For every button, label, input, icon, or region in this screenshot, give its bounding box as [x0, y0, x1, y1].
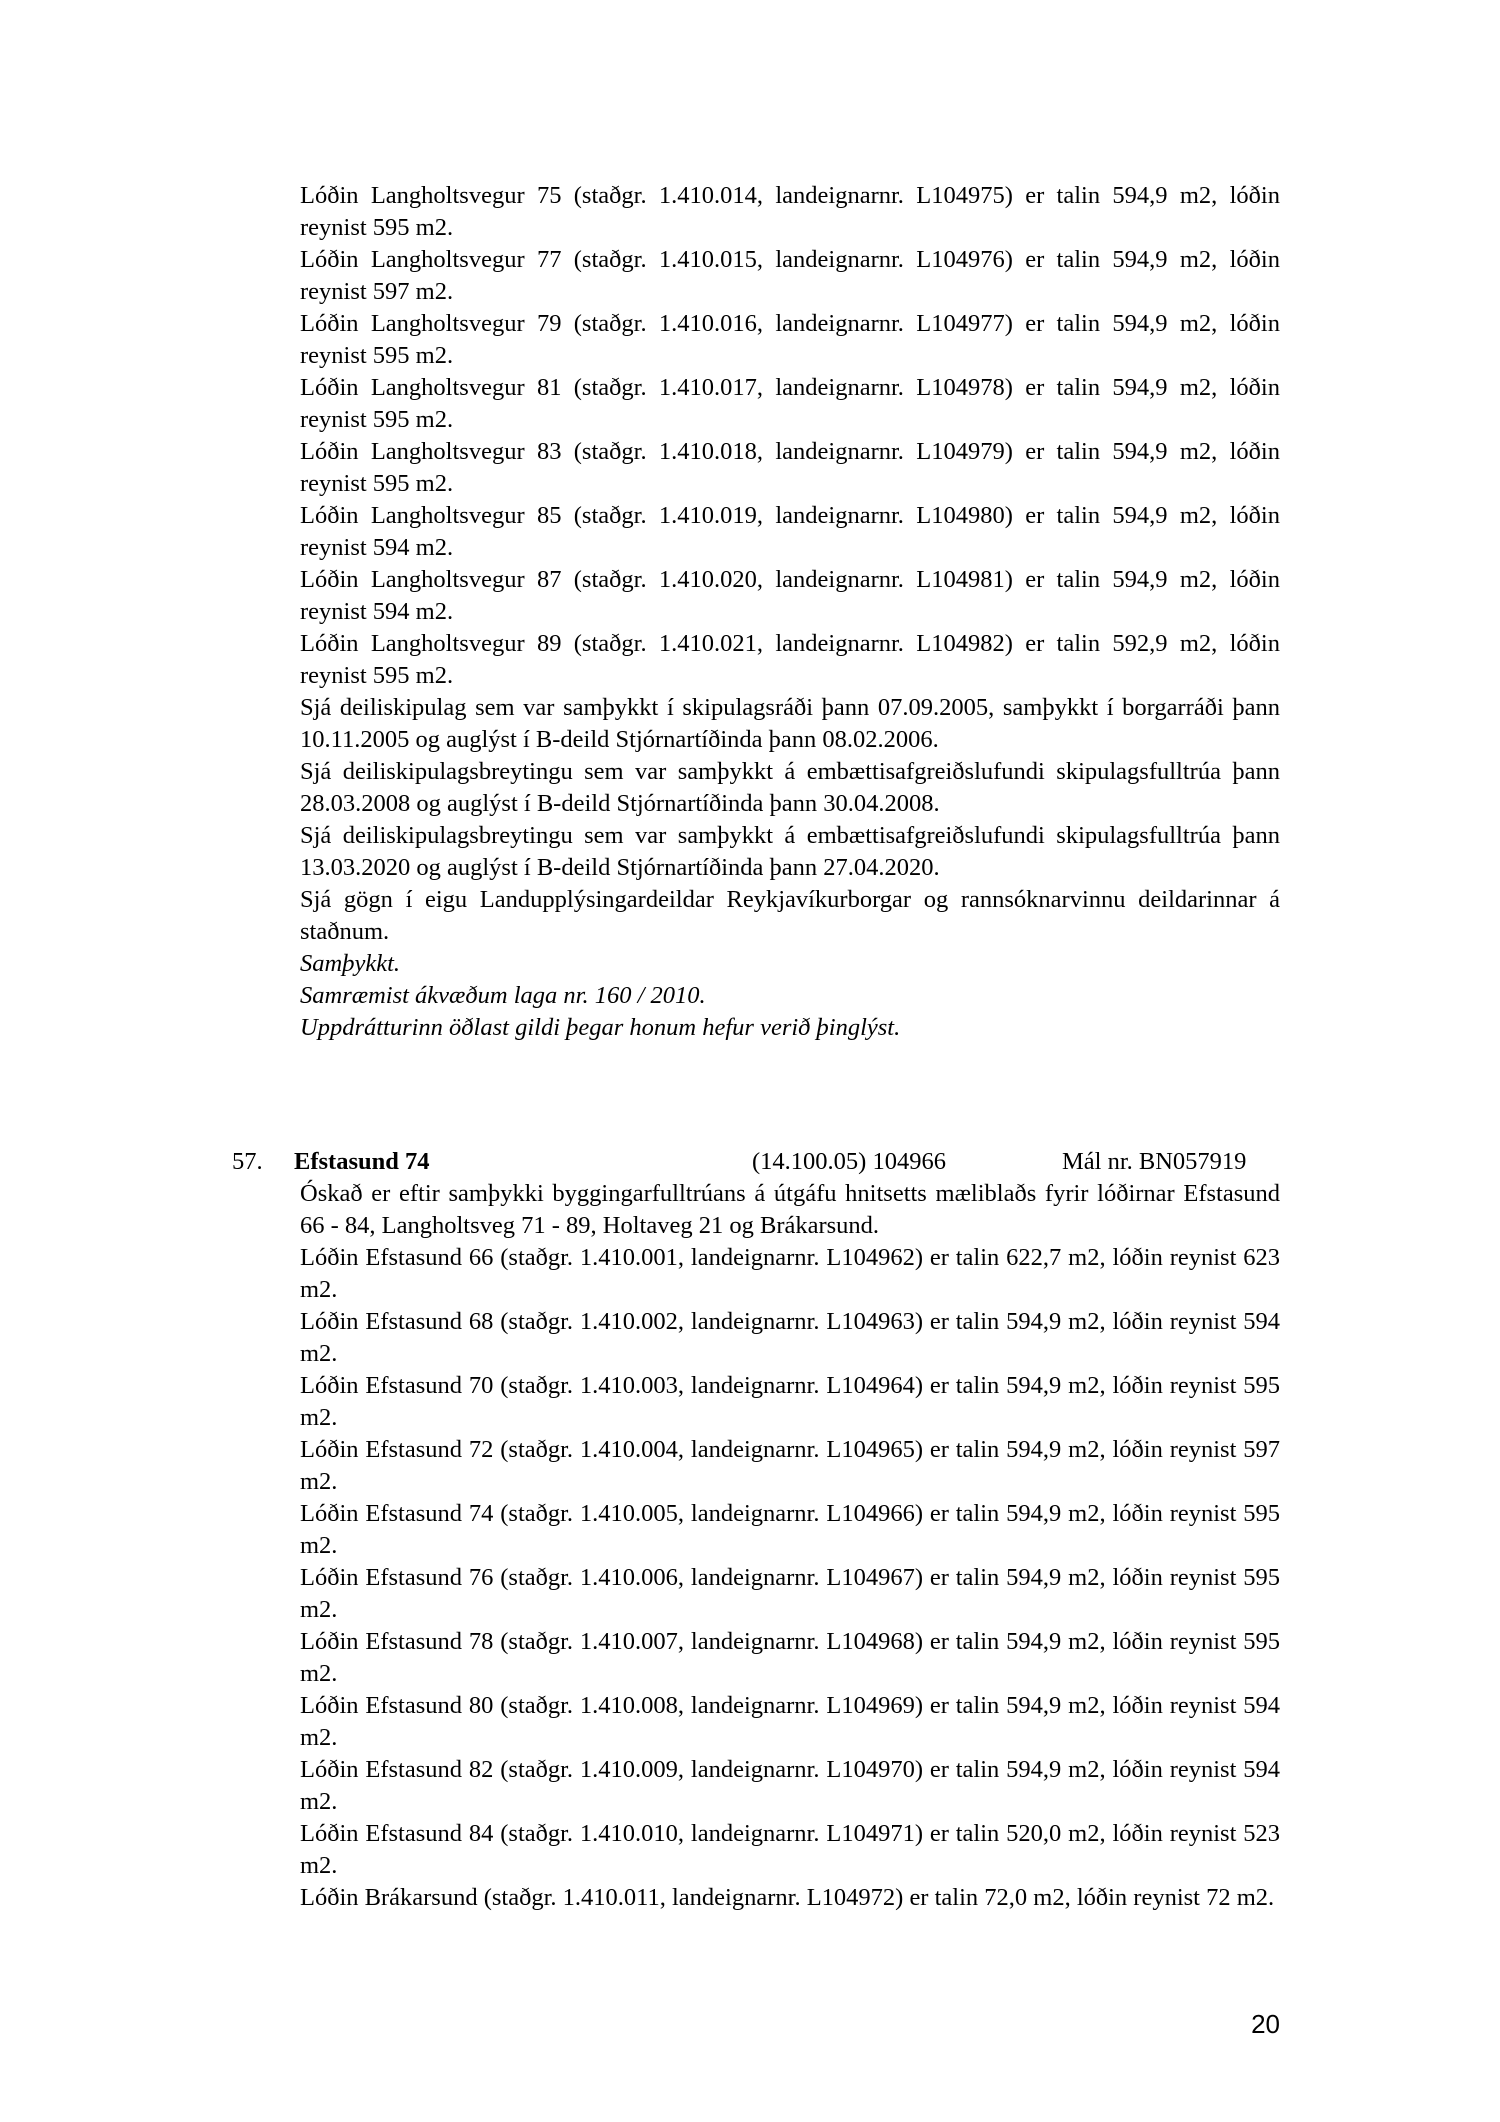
- item-reference: (14.100.05) 104966: [752, 1148, 946, 1175]
- decision-line: Samræmist ákvæðum laga nr. 160 / 2010.: [300, 982, 706, 1009]
- paragraph: Lóðin Brákarsund (staðgr. 1.410.011, landeignarnr. L104972) er talin 72,0 m2, lóðin reynist 72 m2.: [300, 1884, 1275, 1911]
- paragraph: Sjá gögn í eigu Landupplýsingardeildar Reykjavíkurborgar og rannsóknarvinnu deildarinnar á staðnum.: [300, 886, 1280, 945]
- lot-list-langholtsvegur: [300, 180, 1280, 1044]
- paragraph: Sjá deiliskipulag sem var samþykkt í skipulagsráði þann 07.09.2005, samþykkt í borgarráði þann 10.11.2005 og auglýst í B-deild Stjórnartíðinda þann 08.02.2006.: [300, 694, 1280, 753]
- paragraph: Lóðin Efstasund 70 (staðgr. 1.410.003, landeignarnr. L104964) er talin 594,9 m2, lóðin reynist 595 m2.: [300, 1372, 1280, 1431]
- paragraph: Lóðin Langholtsvegur 83 (staðgr. 1.410.018, landeignarnr. L104979) er talin 594,9 m2, lóðin reynist 595 m2.: [300, 438, 1280, 497]
- paragraph: Lóðin Langholtsvegur 77 (staðgr. 1.410.015, landeignarnr. L104976) er talin 594,9 m2, lóðin reynist 597 m2.: [300, 246, 1280, 305]
- paragraph: Lóðin Langholtsvegur 89 (staðgr. 1.410.021, landeignarnr. L104982) er talin 592,9 m2, lóðin reynist 595 m2.: [300, 630, 1280, 689]
- paragraph: Lóðin Langholtsvegur 85 (staðgr. 1.410.019, landeignarnr. L104980) er talin 594,9 m2, lóðin reynist 594 m2.: [300, 502, 1280, 561]
- paragraph: Lóðin Efstasund 78 (staðgr. 1.410.007, landeignarnr. L104968) er talin 594,9 m2, lóðin reynist 595 m2.: [300, 1628, 1280, 1687]
- paragraph: Lóðin Langholtsvegur 79 (staðgr. 1.410.016, landeignarnr. L104977) er talin 594,9 m2, lóðin reynist 595 m2.: [300, 310, 1280, 369]
- paragraph: Sjá deiliskipulagsbreytingu sem var samþykkt á embættisafgreiðslufundi skipulagsfulltrúa þann 28.03.2008 og auglýst í B-deild Stjórnartíðinda þann 30.04.2008.: [300, 758, 1280, 817]
- paragraph: Lóðin Efstasund 74 (staðgr. 1.410.005, landeignarnr. L104966) er talin 594,9 m2, lóðin reynist 595 m2.: [300, 1500, 1280, 1559]
- decision-line: Uppdrátturinn öðlast gildi þegar honum hefur verið þinglýst.: [300, 1014, 901, 1041]
- paragraph: Lóðin Efstasund 66 (staðgr. 1.410.001, landeignarnr. L104962) er talin 622,7 m2, lóðin reynist 623 m2.: [300, 1244, 1280, 1303]
- paragraph: Óskað er eftir samþykki byggingarfulltrúans á útgáfu hnitsetts mæliblaðs fyrir lóðirnar Efstasund 66 - 84, Langholtsveg 71 - 89, Holtaveg 21 og Brákarsund.: [300, 1180, 1280, 1239]
- paragraph: Lóðin Efstasund 68 (staðgr. 1.410.002, landeignarnr. L104963) er talin 594,9 m2, lóðin reynist 594 m2.: [300, 1308, 1280, 1367]
- item-number: 57.: [232, 1148, 263, 1175]
- paragraph: Sjá deiliskipulagsbreytingu sem var samþykkt á embættisafgreiðslufundi skipulagsfulltrúa þann 13.03.2020 og auglýst í B-deild Stjórnartíðinda þann 27.04.2020.: [300, 822, 1280, 881]
- page-number: 20: [1251, 2009, 1280, 2039]
- decision-line: Samþykkt.: [300, 950, 400, 977]
- item-title: Efstasund 74: [294, 1148, 430, 1175]
- paragraph: Lóðin Efstasund 76 (staðgr. 1.410.006, landeignarnr. L104967) er talin 594,9 m2, lóðin reynist 595 m2.: [300, 1564, 1280, 1623]
- case-number: Mál nr. BN057919: [1062, 1148, 1247, 1175]
- paragraph: Lóðin Langholtsvegur 81 (staðgr. 1.410.017, landeignarnr. L104978) er talin 594,9 m2, lóðin reynist 595 m2.: [300, 374, 1280, 433]
- paragraph: Lóðin Efstasund 72 (staðgr. 1.410.004, landeignarnr. L104965) er talin 594,9 m2, lóðin reynist 597 m2.: [300, 1436, 1280, 1495]
- item-header: [232, 1146, 1280, 1178]
- paragraph: Lóðin Efstasund 82 (staðgr. 1.410.009, landeignarnr. L104970) er talin 594,9 m2, lóðin reynist 594 m2.: [300, 1756, 1280, 1815]
- paragraph: Lóðin Efstasund 80 (staðgr. 1.410.008, landeignarnr. L104969) er talin 594,9 m2, lóðin reynist 594 m2.: [300, 1692, 1280, 1751]
- paragraph: Lóðin Efstasund 84 (staðgr. 1.410.010, landeignarnr. L104971) er talin 520,0 m2, lóðin reynist 523 m2.: [300, 1820, 1280, 1879]
- paragraph: Lóðin Langholtsvegur 87 (staðgr. 1.410.020, landeignarnr. L104981) er talin 594,9 m2, lóðin reynist 594 m2.: [300, 566, 1280, 625]
- paragraph: Lóðin Langholtsvegur 75 (staðgr. 1.410.014, landeignarnr. L104975) er talin 594,9 m2, lóðin reynist 595 m2.: [300, 182, 1280, 241]
- item-body: [300, 1178, 1280, 1914]
